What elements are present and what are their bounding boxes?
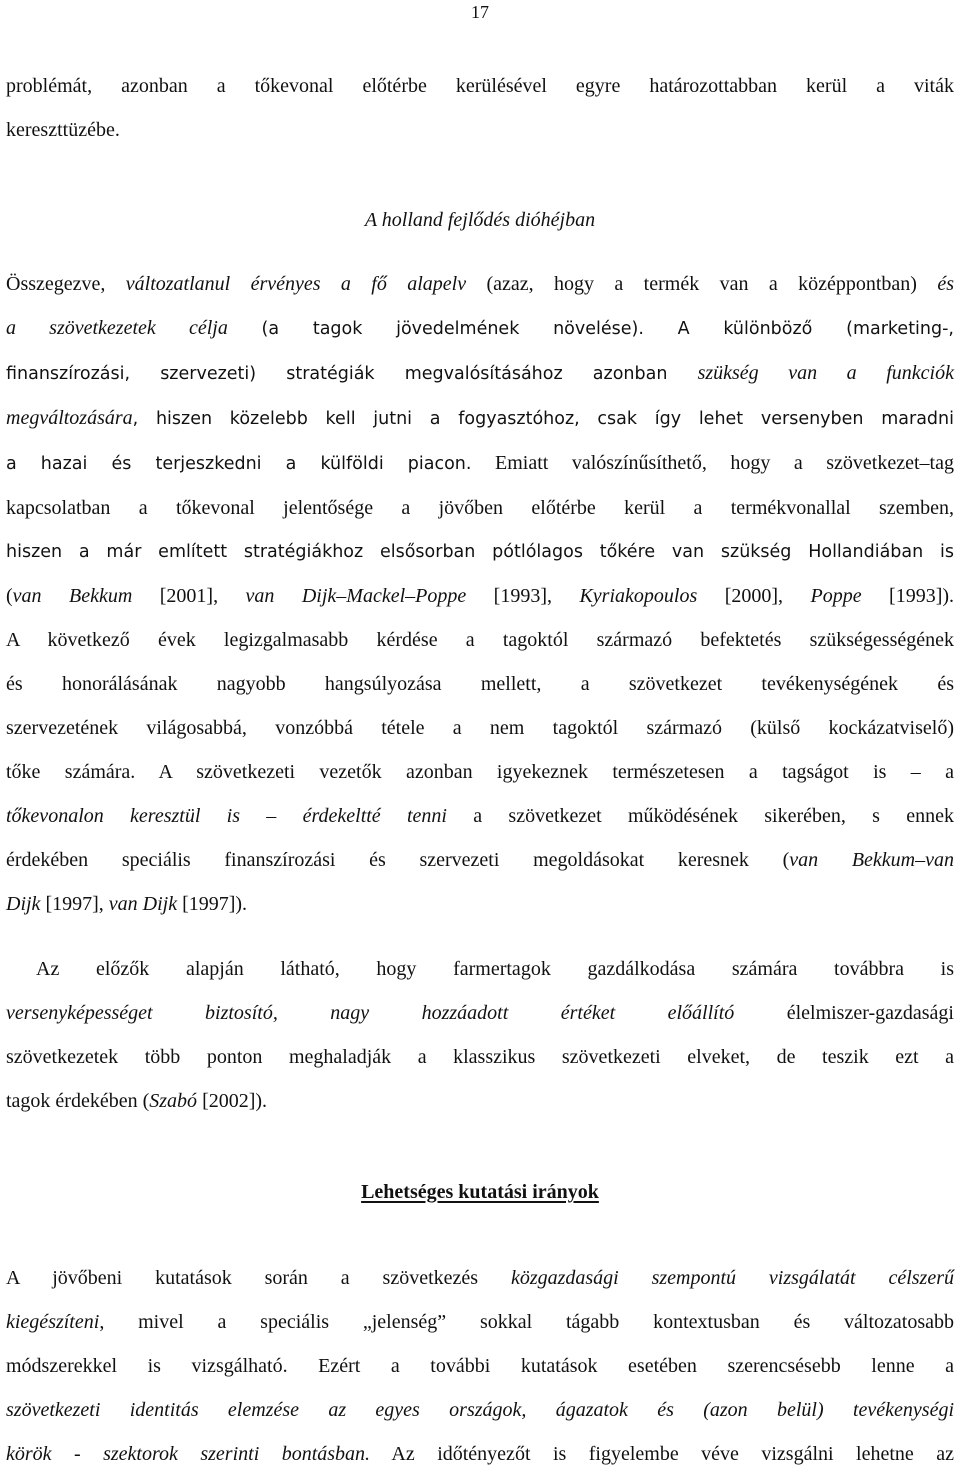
text-run-italic: a szövetkezetek célja	[6, 317, 228, 339]
text-run: [1997]).	[177, 893, 248, 915]
text-run-italic: van Bekkum	[12, 585, 133, 607]
text-run-italic: van Dijk–Mackel–Poppe	[245, 585, 467, 607]
text-line: szervezetének világosabbá, vonzóbbá tétele a nem tagoktól származó (külső kockázatviselő)	[6, 717, 954, 739]
text-run-italic: változatlanul érvényes a fő alapelv	[125, 273, 467, 295]
text-line	[6, 1256, 954, 1300]
text-line: A következő évek legizgalmasabb kérdése a tagoktól származó befektetés szükségességének	[6, 629, 954, 651]
text-run: [2002]).	[197, 1090, 268, 1112]
text-run: , mivel a speciális „jelenség” sokkal tágabb kontextusban és változatosabb	[99, 1311, 954, 1333]
text-run: a szövetkezet működésének sikerében, s ennek	[446, 805, 954, 827]
text-line: kereszttüzébe.	[6, 119, 120, 141]
text-line: kapcsolatban a tőkevonal jelentősége a jövőben előtérbe kerül a termékvonallal szemben,	[6, 497, 954, 519]
text-run: Összegezve,	[6, 273, 126, 295]
text-line: módszerekkel is vizsgálható. Ezért a további kutatások esetében szerencsésebb lenne a	[6, 1355, 954, 1377]
text-line: szövetkezetek több ponton meghaladják a klasszikus szövetkezeti elveket, de teszik ezt a	[6, 1046, 954, 1068]
text-run-italic: Szabó	[149, 1090, 198, 1112]
text-line	[6, 396, 954, 441]
text-line	[6, 262, 954, 306]
text-line	[6, 351, 954, 396]
text-run-italic: van Dijk	[108, 893, 178, 915]
text-run: , hiszen közelebb kell jutni a fogyasztóhoz, csak így lehet versenyben maradni	[132, 409, 954, 429]
text-run: [1993]).	[861, 585, 955, 607]
paragraph-summary	[6, 262, 954, 926]
text-line	[6, 882, 954, 926]
text-run: finanszírozási, szervezeti) stratégiák megvalósításához azonban	[6, 364, 698, 384]
text-line: hiszen a már említett stratégiákhoz elsősorban pótlólagos tőkére van szükség Hollandiában is	[6, 542, 954, 562]
text-run: (	[6, 585, 13, 607]
text-run-italic: megváltozására	[6, 407, 133, 429]
text-line	[6, 306, 954, 351]
text-line	[6, 1300, 954, 1344]
text-line: problémát, azonban a tőkevonal előtérbe kerülésével egyre határozottabban kerül a viták	[6, 75, 954, 97]
text-run-italic: és	[937, 273, 954, 295]
page-number: 17	[471, 2, 489, 22]
text-line	[6, 991, 954, 1035]
text-run-italic: Dijk	[6, 893, 41, 915]
text-run-italic: közgazdasági szempontú vizsgálatát célszerű	[510, 1267, 954, 1289]
text-run-italic: kiegészíteni	[6, 1311, 100, 1333]
text-run: [1993],	[466, 585, 580, 607]
paragraph-research	[6, 1256, 954, 1476]
text-run: érdekében speciális finanszírozási és szervezeti megoldásokat keresnek (	[6, 849, 790, 871]
text-run: (a tagok jövedelmének növelése). A különböző (marketing-,	[227, 319, 954, 339]
text-line	[6, 1432, 954, 1476]
text-run: élelmiszer-gazdasági	[734, 1002, 954, 1024]
text-run: [2000],	[697, 585, 811, 607]
text-line	[6, 441, 954, 486]
text-run: a hazai és terjeszkedni a külföldi piacon.	[6, 454, 472, 474]
text-run: [2001],	[132, 585, 246, 607]
text-run-italic: Poppe	[810, 585, 862, 607]
text-run: A jövőbeni kutatások során a szövetkezés	[6, 1267, 511, 1289]
text-run-italic: van Bekkum–van	[789, 849, 954, 871]
text-line	[6, 838, 954, 882]
text-line: és honorálásának nagyobb hangsúlyozása mellett, a szövetkezet tevékenységének és	[6, 673, 954, 695]
section-heading-holland: A holland fejlődés dióhéjban	[364, 209, 596, 231]
text-run: (azaz, hogy a termék van a középpontban)	[466, 273, 938, 295]
section-heading-research: Lehetséges kutatási irányok	[361, 1181, 599, 1203]
text-run-italic: Kyriakopoulos	[579, 585, 698, 607]
text-line-italic: szövetkezeti identitás elemzése az egyes országok, ágazatok és (azon belül) tevékenységi	[6, 1399, 954, 1421]
text-run: [1997],	[40, 893, 109, 915]
text-run: Az időtényezőt is figyelembe véve vizsgálni lehetne az	[370, 1443, 954, 1465]
text-line	[6, 1079, 954, 1123]
text-run-italic: tőkevonalon keresztül is – érdekeltté tenni	[6, 805, 447, 827]
text-run-italic: szükség van a funkciók	[697, 362, 954, 384]
text-line	[6, 574, 954, 618]
paragraph-intro	[6, 64, 954, 152]
text-run-italic: versenyképességet biztosító, nagy hozzáadott értéket előállító	[6, 1002, 735, 1024]
text-run-italic: körök - szektorok szerinti bontásban.	[6, 1443, 371, 1465]
text-line	[6, 794, 954, 838]
text-line: Az előzők alapján látható, hogy farmertagok gazdálkodása számára továbbra is	[36, 958, 954, 980]
paragraph-conclusion	[6, 947, 954, 1123]
text-run: Emiatt valószínűsíthető, hogy a szövetkezet–tag	[471, 452, 954, 474]
text-run: tagok érdekében (	[6, 1090, 150, 1112]
text-line: tőke számára. A szövetkezeti vezetők azonban igyekeznek természetesen a tagságot is – a	[6, 761, 954, 783]
